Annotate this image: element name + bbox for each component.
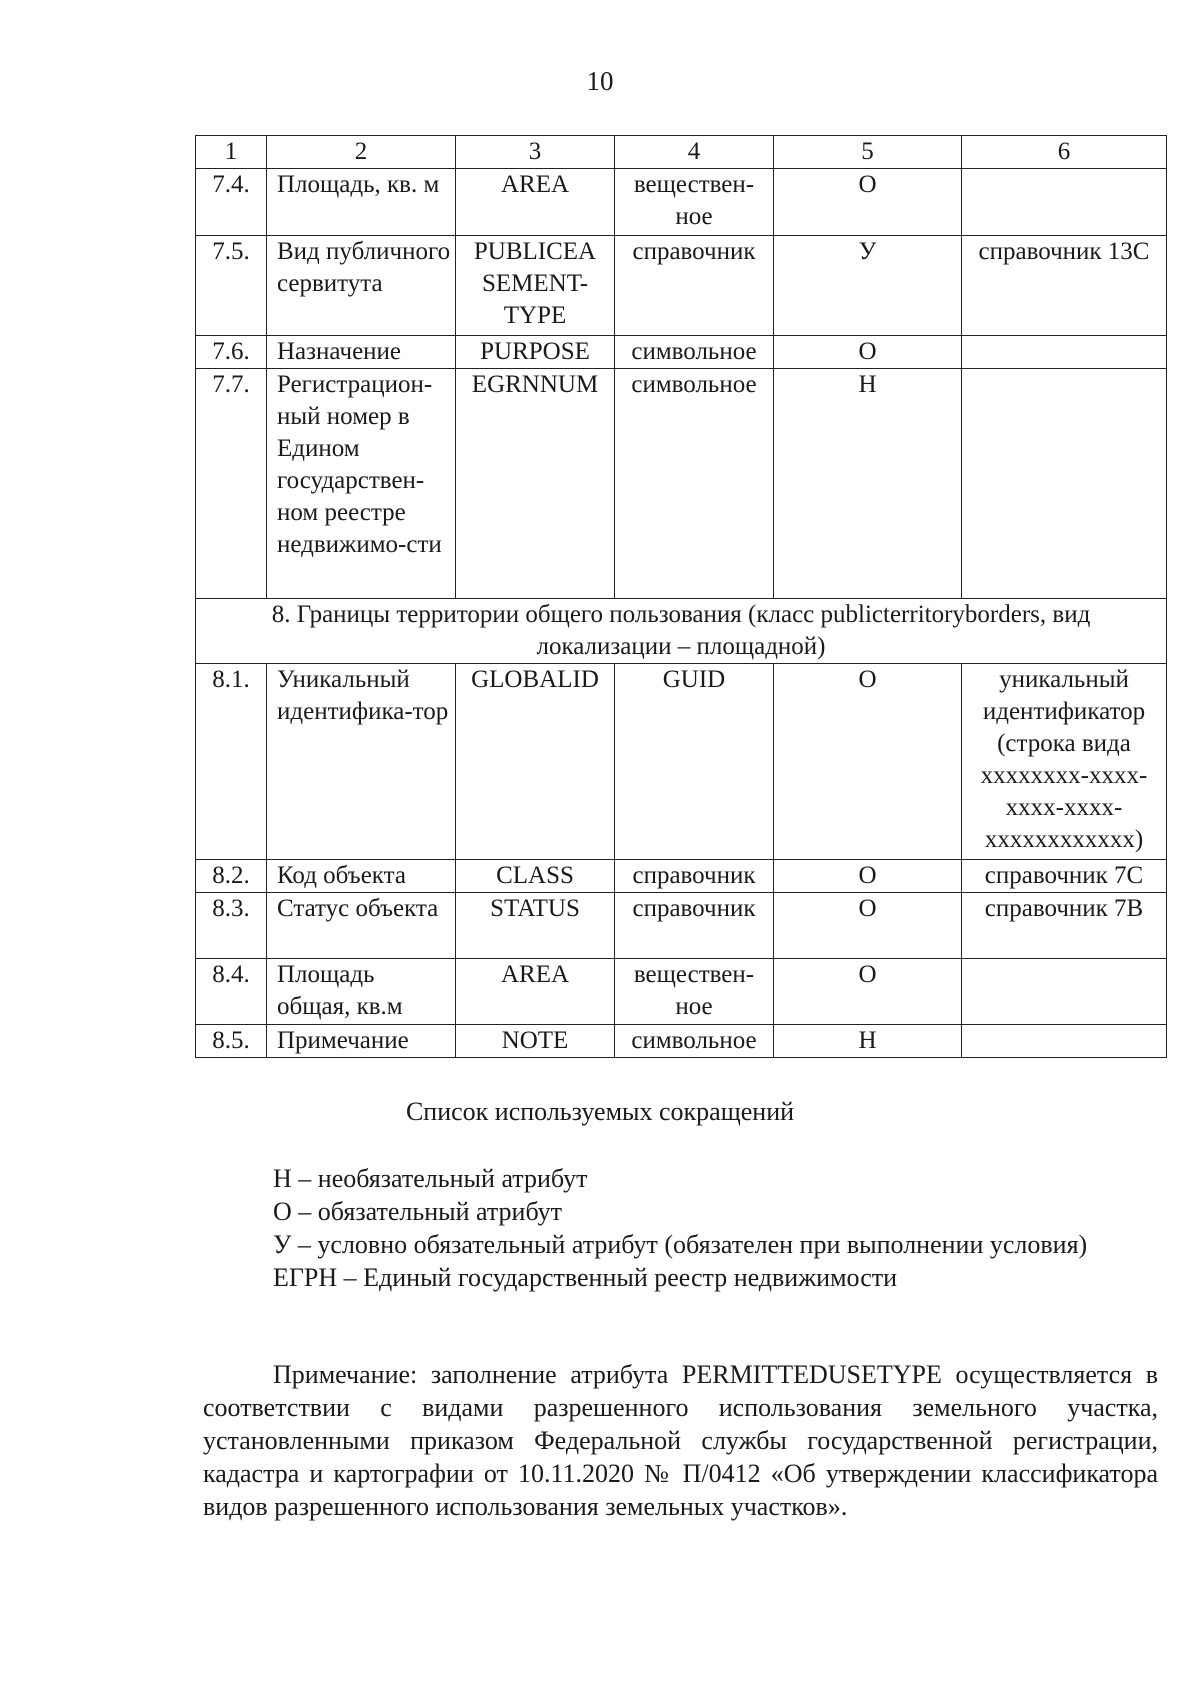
abbreviation-item: ЕГРН – Единый государственный реестр недвижимости — [273, 1263, 898, 1292]
attribute-name: Код объекта — [267, 860, 456, 893]
row-number: 8.1. — [196, 664, 267, 860]
attributes-table — [195, 135, 1167, 1058]
attribute-type: справочник — [615, 236, 774, 336]
attribute-code: AREA — [456, 959, 615, 1025]
attribute-code: NOTE — [456, 1025, 615, 1058]
section-8-title: 8. Границы территории общего пользования (класс publicterritoryborders, вид локализации – площадной) — [196, 599, 1167, 664]
attribute-code: AREA — [456, 169, 615, 236]
row-number: 8.3. — [196, 893, 267, 959]
section-row — [196, 599, 1167, 664]
attribute-code: STATUS — [456, 893, 615, 959]
attribute-requirement: О — [774, 169, 962, 236]
table-row — [196, 860, 1167, 893]
table-row — [196, 369, 1167, 599]
attribute-type: символьное — [615, 336, 774, 369]
header-cell: 2 — [267, 136, 456, 169]
attribute-name: Вид публичного сервитута — [267, 236, 456, 336]
attribute-note — [962, 169, 1167, 236]
attribute-name: Статус объекта — [267, 893, 456, 959]
attribute-name: Регистрацион-ный номер в Едином государствен-ном реестре недвижимо-сти — [267, 369, 456, 599]
attribute-code: PURPOSE — [456, 336, 615, 369]
row-number: 8.5. — [196, 1025, 267, 1058]
row-number: 7.7. — [196, 369, 267, 599]
header-cell: 3 — [456, 136, 615, 169]
attribute-type: справочник — [615, 860, 774, 893]
attribute-requirement: У — [774, 236, 962, 336]
attribute-note: уникальный идентификатор (строка вида xxxxxxxx-xxxx-xxxx-xxxx-xxxxxxxxxxxx) — [962, 664, 1167, 860]
note-paragraph: Примечание: заполнение атрибута PERMITTEDUSETYPE осуществляется в соответствии с видами разрешенного использования земельного участка, установленными приказом Федеральной службы государственной регистрации, кадастра и картографии от 10.11.2020 № П/0412 «Об утверждении классификатора видов разрешенного использования земельных участков». — [203, 1360, 1158, 1521]
header-cell: 6 — [962, 136, 1167, 169]
table-row — [196, 236, 1167, 336]
attribute-note — [962, 959, 1167, 1025]
table-row — [196, 959, 1167, 1025]
attribute-note: справочник 13С — [962, 236, 1167, 336]
attribute-code: CLASS — [456, 860, 615, 893]
abbreviations-list — [203, 1162, 1158, 1294]
abbreviation-item: О – обязательный атрибут — [273, 1197, 563, 1226]
attribute-name: Назначение — [267, 336, 456, 369]
table-header-row — [196, 136, 1167, 169]
attribute-name: Площадь, кв. м — [267, 169, 456, 236]
note-block — [203, 1358, 1158, 1523]
attribute-requirement: О — [774, 664, 962, 860]
attribute-note: справочник 7С — [962, 860, 1167, 893]
attribute-note — [962, 369, 1167, 599]
attribute-name: Площадь общая, кв.м — [267, 959, 456, 1025]
attribute-requirement: О — [774, 893, 962, 959]
attribute-requirement: О — [774, 860, 962, 893]
table-row — [196, 169, 1167, 236]
abbreviation-item: У – условно обязательный атрибут (обязателен при выполнении условия) — [273, 1230, 1088, 1259]
page-number: 10 — [586, 66, 614, 96]
attribute-requirement: Н — [774, 369, 962, 599]
attribute-note — [962, 336, 1167, 369]
table-row — [196, 1025, 1167, 1058]
attribute-requirement: О — [774, 959, 962, 1025]
row-number: 8.4. — [196, 959, 267, 1025]
attribute-name: Примечание — [267, 1025, 456, 1058]
attribute-note — [962, 1025, 1167, 1058]
header-cell: 5 — [774, 136, 962, 169]
header-cell: 4 — [615, 136, 774, 169]
table-row — [196, 893, 1167, 959]
attribute-type: GUID — [615, 664, 774, 860]
row-number: 7.5. — [196, 236, 267, 336]
attribute-note: справочник 7В — [962, 893, 1167, 959]
attribute-type: символьное — [615, 1025, 774, 1058]
attribute-type: справочник — [615, 893, 774, 959]
attribute-type: веществен-ное — [615, 959, 774, 1025]
row-number: 7.4. — [196, 169, 267, 236]
attribute-type: символьное — [615, 369, 774, 599]
attribute-requirement: Н — [774, 1025, 962, 1058]
header-cell: 1 — [196, 136, 267, 169]
attribute-type: веществен-ное — [615, 169, 774, 236]
row-number: 7.6. — [196, 336, 267, 369]
attribute-code: GLOBALID — [456, 664, 615, 860]
table-row — [196, 664, 1167, 860]
abbreviation-item: Н – необязательный атрибут — [273, 1164, 588, 1193]
attribute-requirement: О — [774, 336, 962, 369]
row-number: 8.2. — [196, 860, 267, 893]
attribute-code: PUBLICEA SEMENT-TYPE — [456, 236, 615, 336]
table-row — [196, 336, 1167, 369]
attribute-name: Уникальный идентифика-тор — [267, 664, 456, 860]
abbreviations-title: Список используемых сокращений — [405, 1097, 795, 1126]
attribute-code: EGRNNUM — [456, 369, 615, 599]
